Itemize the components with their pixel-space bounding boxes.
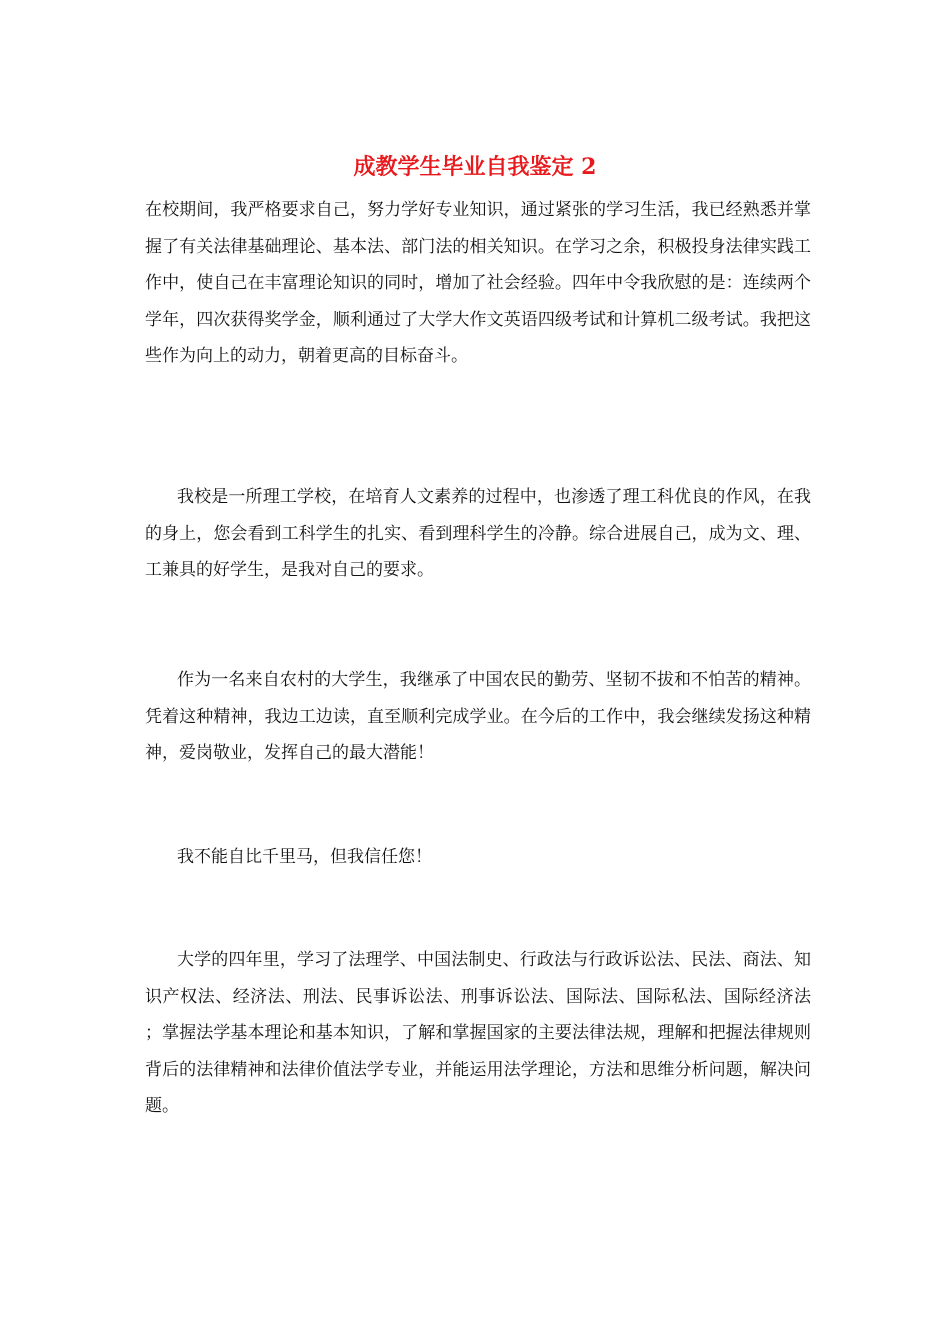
paragraph-campus-study: 在校期间，我严格要求自己，努力学好专业知识，通过紧张的学习生活，我已经熟悉并掌握了有关法律基础理论、基本法、部门法的相关知识。在学习之余，积极投身法律实践工作中，使自己在丰富理论知识的同时，增加了社会经验。四年中令我欣慰的是：连续两个学年，四次获得奖学金，顺利通过了大学大作文英语四级考试和计算机二级考试。我把这些作为向上的动力，朝着更高的目标奋斗。 bbox=[145, 200, 811, 366]
document-title: 成教学生毕业自我鉴定 2 bbox=[353, 154, 597, 180]
paragraph-courses: 大学的四年里，学习了法理学、中国法制史、行政法与行政诉讼法、民法、商法、知识产权法、经济法、刑法、民事诉讼法、刑事诉讼法、国际法、国际私法、国际经济法 ；掌握法学基本理论和基本知识，了解和掌握国家的主要法律法规，理解和把握法律规则背后的法律精神和法律价值法学专业，并能运用法学理论，方法和思维分析问题，解决问题。 bbox=[145, 950, 811, 1116]
paragraph-trust: 我不能自比千里马，但我信任您！ bbox=[177, 847, 432, 867]
paragraph-school-style: 我校是一所理工学校，在培育人文素养的过程中，也渗透了理工科优良的作风，在我的身上，您会看到工科学生的扎实、看到理科学生的冷静。综合进展自己，成为文、理、工兼具的好学生，是我对自己的要求。 bbox=[145, 487, 811, 580]
paragraph-rural-spirit: 作为一名来自农村的大学生，我继承了中国农民的勤劳、坚韧不拔和不怕苦的精神。凭着这种精神，我边工边读，直至顺利完成学业。在今后的工作中，我会继续发扬这种精神，爱岗敬业，发挥自己的最大潜能！ bbox=[145, 670, 811, 763]
